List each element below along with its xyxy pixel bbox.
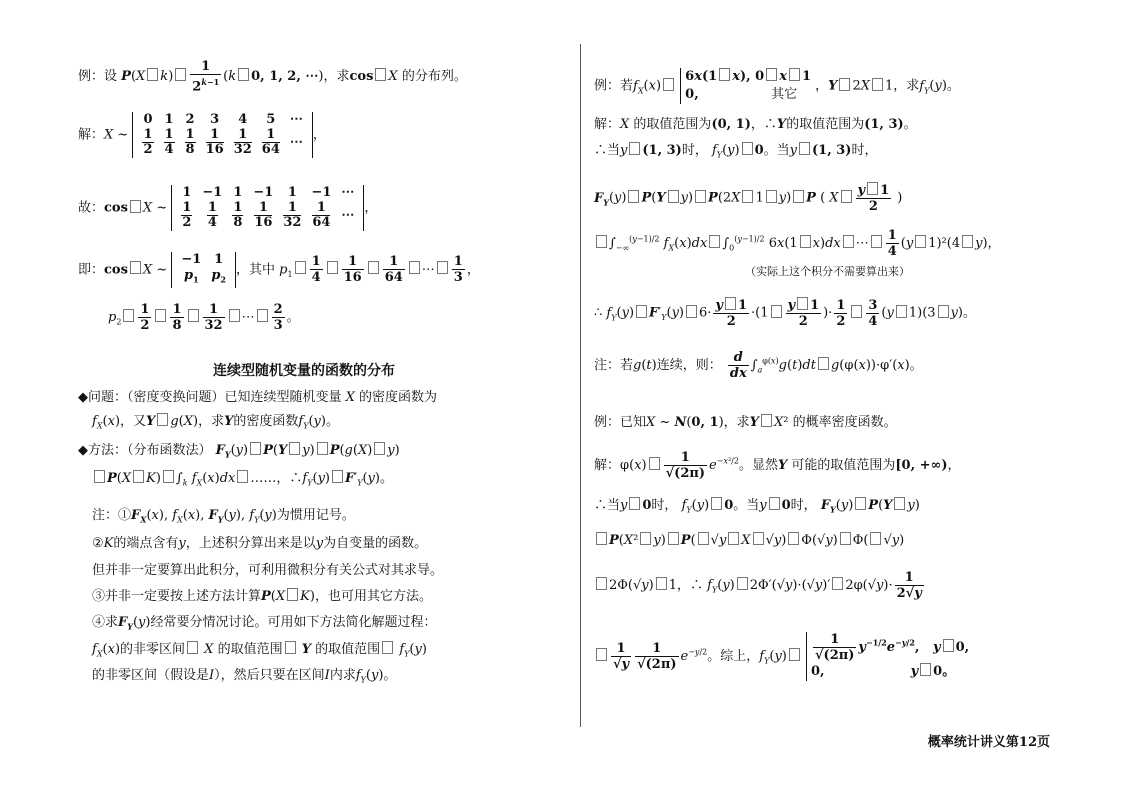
note-1: 注：$①F_X(x)$, $f_X(x)$, $F_Y(y)$, $f_Y(y)$为惯用记号。: [92, 508, 355, 525]
solution-3-line-4: 2Φ(√y) 1，∴ $f_Y(y)$ 2Φ′(√y)·(√y)′ 2φ(√y)· $\frac{1}{2√y}$: [594, 570, 926, 601]
integral-line: $\int_{-\infty}^{(y-1)/2}$ $f_X(x)dx$ $\int_0^{(y-1)/2}$ 6x(1 x)dx ⋯ $\frac{1}{4}$ (y 1)²(4 y)，: [594, 228, 1001, 259]
example-1: 例：设 P(X k) $\frac{1}{2^{k-1}}$ (k 0, 1, 2, ⋯)，求cos X 的分布列。: [78, 59, 467, 95]
solution-3-line-5: $\frac{1}{√y}$ $\frac{1}{√(2\pi)}$ $e^{-y/2}$。综上，$f_Y(y)$ $\frac{1}{√(2\pi)}$ $y^{-1/2}e^{-y/2}$, y 0, 0, y 0。: [594, 632, 969, 681]
derivative-note: 注：若g(t)连续，则： $\frac{d}{dx}$ $\int_a^{\varphi(x)}g(t)dt$ g(φ(x))·φ′(x)。: [594, 350, 923, 381]
solution-2-line-1: 解：X 的取值范围为(0, 1)，∴Y的取值范围为(1, 3)。: [594, 117, 917, 132]
note-7: 的非零区间（假设是I），然后只要在区间I内求$f_Y(y)$。: [92, 668, 397, 685]
solution-3-line-3: P(X² y) P( √y X √y) Φ(√y) Φ( √y): [594, 532, 904, 550]
pdf-result: ∴ $f_Y(y)$ $F'_Y(y)$ 6· $\frac{y 1}{2}$ ·(1 $\frac{y 1}{2}$ )· $\frac{1}{2}$ $\frac{3}{4}$ (y 1)(3 y)。: [594, 297, 976, 329]
hint-note: （实际上这个积分不需要算出来）: [745, 265, 910, 278]
section-heading: 连续型随机变量的函数的分布: [213, 363, 395, 379]
column-divider: [580, 44, 581, 727]
distribution-table-x: 0 1 2 3 4 5 ⋯ $\frac{1}{2}$ $\frac{1}{4}$ $\frac{1}{8}$ $\frac{1}{16}$ $\frac{1}{32}$ $\frac{1}{64}$ ⋯: [132, 112, 312, 158]
method-line-2: P(X K) $\int_k$ $f_X(x)dx$ ……，$\therefore f_Y(y)$ $F'_Y(y)$。: [92, 470, 393, 493]
problem-line-1: ◆问题：（密度变换问题）已知连续型随机变量 X 的密度函数为: [78, 390, 438, 405]
solution-3-line-1: 解：φ(x) $\frac{1}{√(2\pi)}$ $e^{-x^2/2}$。显然Y 可能的取值范围为[0, +∞)，: [594, 450, 961, 481]
problem-line-2: $f_X(x)$，又Y g(X)，求Y的密度函数$f_Y(y)$。: [92, 414, 339, 431]
distribution-table-cos: 1 −1 1 −1 1 −1 ⋯ $\frac{1}{2}$ $\frac{1}{4}$ $\frac{1}{8}$ $\frac{1}{16}$ $\frac{1}{32}$ $\frac{1}{64}$ ⋯: [171, 185, 364, 231]
so-line: 故：cos X ~ 1 −1 1 −1 1 −1 ⋯ $\frac{1}{2}$ $\frac{1}{4}$ $\frac{1}{8}$ $\frac{1}{16}$ $\frac{1}{32}$ $\frac{1}{64}$ ⋯ ，: [78, 185, 378, 230]
solution-1: 解：X ~ 0 1 2 3 4 5 ⋯ $\frac{1}{2}$ $\frac{1}{4}$ $\frac{1}{8}$ $\frac{1}{16}$ $\frac{1}{32}$ $\frac{1}{64}$ ⋯ ，: [78, 112, 326, 157]
example-3: 例：已知X ~ N(0, 1)，求Y X² 的概率密度函数。: [594, 415, 897, 430]
solution-3-line-2: ∴当y 0时， $f_Y(y)$ 0。当y 0时， $F_Y(y)$ P(Y y): [594, 498, 920, 515]
page-footer: 概率统计讲义第12页: [927, 735, 1050, 750]
note-3: 但并非一定要算出此积分，可利用微积分有关公式对其求导。: [92, 563, 444, 578]
note-5: ④求$F_Y(y)$经常要分情况讨论。可用如下方法简化解题过程：: [92, 615, 437, 632]
method-line-1: ◆方法：（分布函数法） $F_Y(y)$ P(Y y) P(g(X) y): [78, 443, 400, 460]
p2-line: $p_2$ $\frac{1}{2}$ $\frac{1}{8}$ $\frac{1}{32}$ ⋯ $\frac{2}{3}$ 。: [108, 302, 300, 333]
cdf-line: $F_Y(y)$ P(Y y) P(2X 1 y) P ( X $\frac{y 1}{2}$ ): [594, 183, 903, 214]
note-2: ②K的端点含有y，上述积分算出来是以y为自变量的函数。: [92, 536, 428, 551]
solution-2-line-2: ∴当y (1, 3)时， $f_Y(y)$ 0。当y (1, 3)时，: [594, 143, 878, 160]
that-is-line: 即：cos X ~ −1 1 $p_1$ $p_2$ ，其中 $p_1$ $\frac{1}{4}$ $\frac{1}{16}$ $\frac{1}{64}$ ⋯ $\frac{1}{3}$ ，: [78, 252, 480, 288]
note-6: $f_X(x)$的非零区间 X 的取值范围 Y 的取值范围 $f_Y(y)$: [92, 642, 427, 659]
note-4: ③并非一定要按上述方法计算P(X K)，也可用其它方法。: [92, 589, 432, 604]
example-2: 例：若$f_X(x)$ 6x(1 x), 0 x 1 0, 其它 ，Y 2X 1，求$f_Y(y)$。: [594, 69, 960, 102]
